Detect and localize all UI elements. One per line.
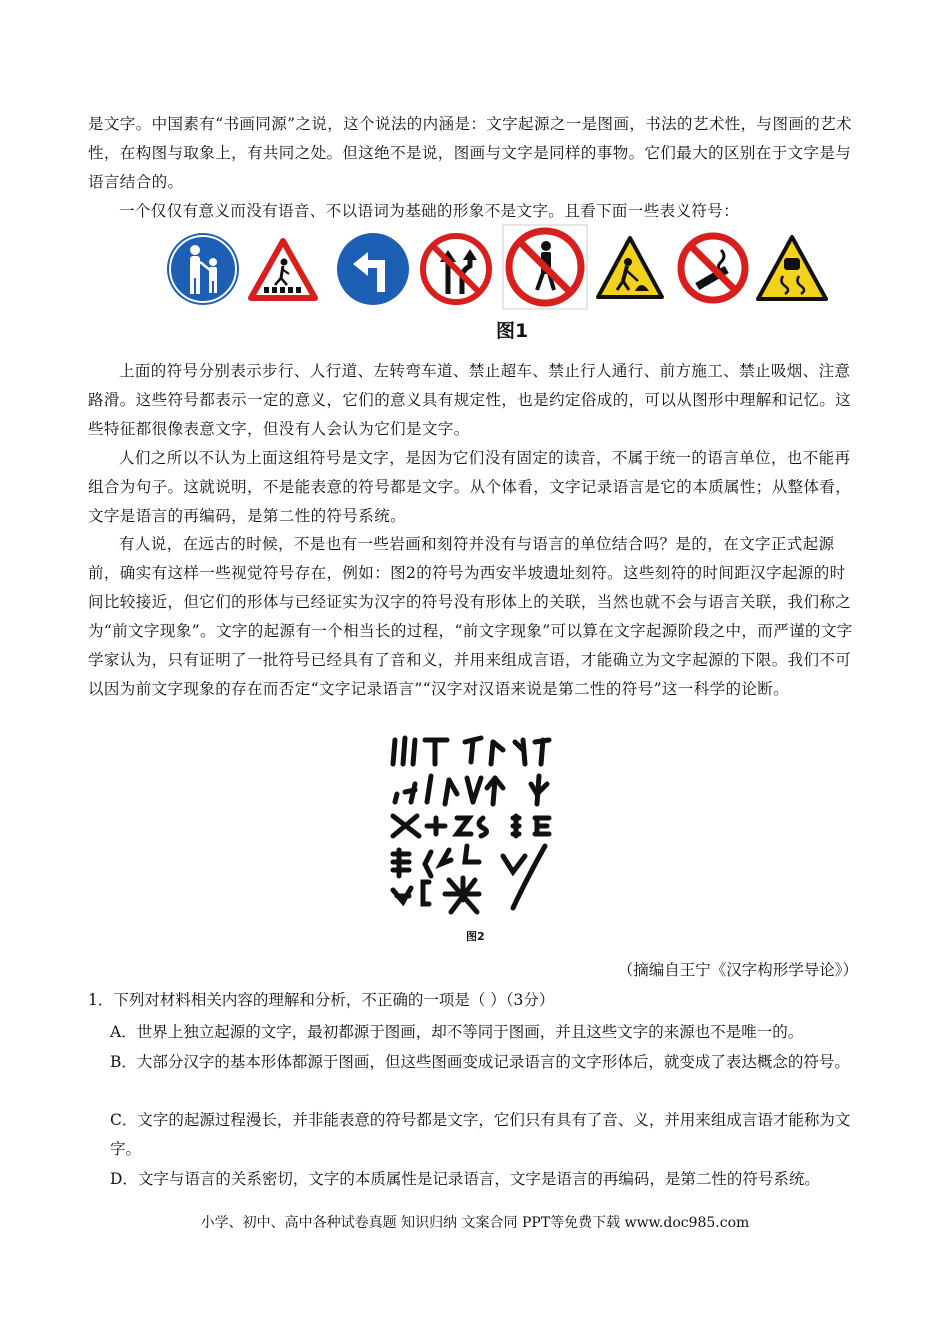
option-a: A．世界上独立起源的文字，最初都源于图画，却不等同于图画，并且这些文字的来源也不是唯一的。 bbox=[110, 1023, 804, 1041]
figure-2-caption: 图2 bbox=[466, 930, 485, 943]
left-turn-sign-icon bbox=[335, 230, 411, 308]
no-overtaking-sign-icon bbox=[418, 230, 494, 308]
figure-1-signs bbox=[165, 230, 830, 310]
paragraph-2: 一个仅仅有意义而没有语音、不以语词为基础的形象不是文字。且看下面一些表义符号： bbox=[119, 202, 740, 220]
question-stem: 1．下列对材料相关内容的理解和分析，不正确的一项是（ ）（3分） bbox=[88, 991, 555, 1009]
crosswalk-warning-icon bbox=[248, 238, 318, 302]
option-b: B．大部分汉字的基本形体都源于图画，但这些图画变成记录语言的文字形体后，就变成了表达概念的符号。 bbox=[110, 1053, 850, 1071]
source-citation: （摘编自王宁《汉字构形学导论》） bbox=[617, 961, 858, 979]
paragraph-3: 上面的符号分别表示步行、人行道、左转弯车道、禁止超车、禁止行人通行、前方施工、禁止吸烟、注意路滑。这些符号都表示一定的意义，它们的意义具有规定性，也是约定俗成的，可以从图形中理解和记忆。这些特征都很像表意文字，但没有人会认为它们是文字。 bbox=[88, 362, 852, 438]
paragraph-1: 是文字。中国素有“书画同源”之说，这个说法的内涵是：文字起源之一是图画，书法的艺术性，与图画的艺术性，在构图与取象上，有共同之处。但这绝不是说，图画与文字是同样的事物。它们最大的区别在于文字是与语言结合的。 bbox=[88, 115, 852, 191]
slippery-road-sign-icon bbox=[755, 234, 829, 304]
banpo-carved-symbols-image bbox=[385, 732, 565, 924]
no-smoking-sign-icon bbox=[677, 232, 749, 304]
pedestrian-sign-icon bbox=[165, 230, 241, 308]
no-pedestrians-sign-icon bbox=[502, 224, 588, 310]
paragraph-5: 有人说，在远古的时候，不是也有一些岩画和刻符并没有与语言的单位结合吗？是的，在文字正式起源前，确实有这样一些视觉符号存在，例如：图2的符号为西安半坡遗址刻符。这些刻符的时间距汉字起源的时间比较接近，但它们的形体与已经证实为汉字的符号没有形体上的关联，当然也就不会与语言关联，我们称之为“前文字现象”。文字的起源有一个相当长的过程，“前文字现象”可以算在文字起源阶段之中，而严谨的文字学家认为，只有证明了一批符号已经具有了音和义，并用来组成言语，才能确立为文字起源的下限。我们不可以因为前文字现象的存在而否定“文字记录语言”“汉字对汉语来说是第二性的符号”这一科学的论断。 bbox=[88, 535, 853, 698]
option-d: D．文字与语言的关系密切，文字的本质属性是记录语言，文字是语言的再编码，是第二性的符号系统。 bbox=[110, 1170, 820, 1188]
figure-1-caption: 图1 bbox=[496, 320, 529, 342]
footer-ad: 小学、初中、高中各种试卷真题 知识归纳 文案合同 PPT等免费下载 www.doc985.com bbox=[200, 1215, 750, 1231]
option-c: C．文字的起源过程漫长，并非能表意的符号都是文字，它们只有具有了音、义，并用来组成言语才能称为文字。 bbox=[110, 1111, 851, 1158]
road-work-sign-icon bbox=[595, 235, 665, 301]
paragraph-4: 人们之所以不认为上面这组符号是文字，是因为它们没有固定的读音，不属于统一的语言单位，也不能再组合为句子。这就说明，不是能表意的符号都是文字。从个体看，文字记录语言是它的本质属性；从整体看，文字是语言的再编码，是第二性的符号系统。 bbox=[88, 449, 852, 525]
